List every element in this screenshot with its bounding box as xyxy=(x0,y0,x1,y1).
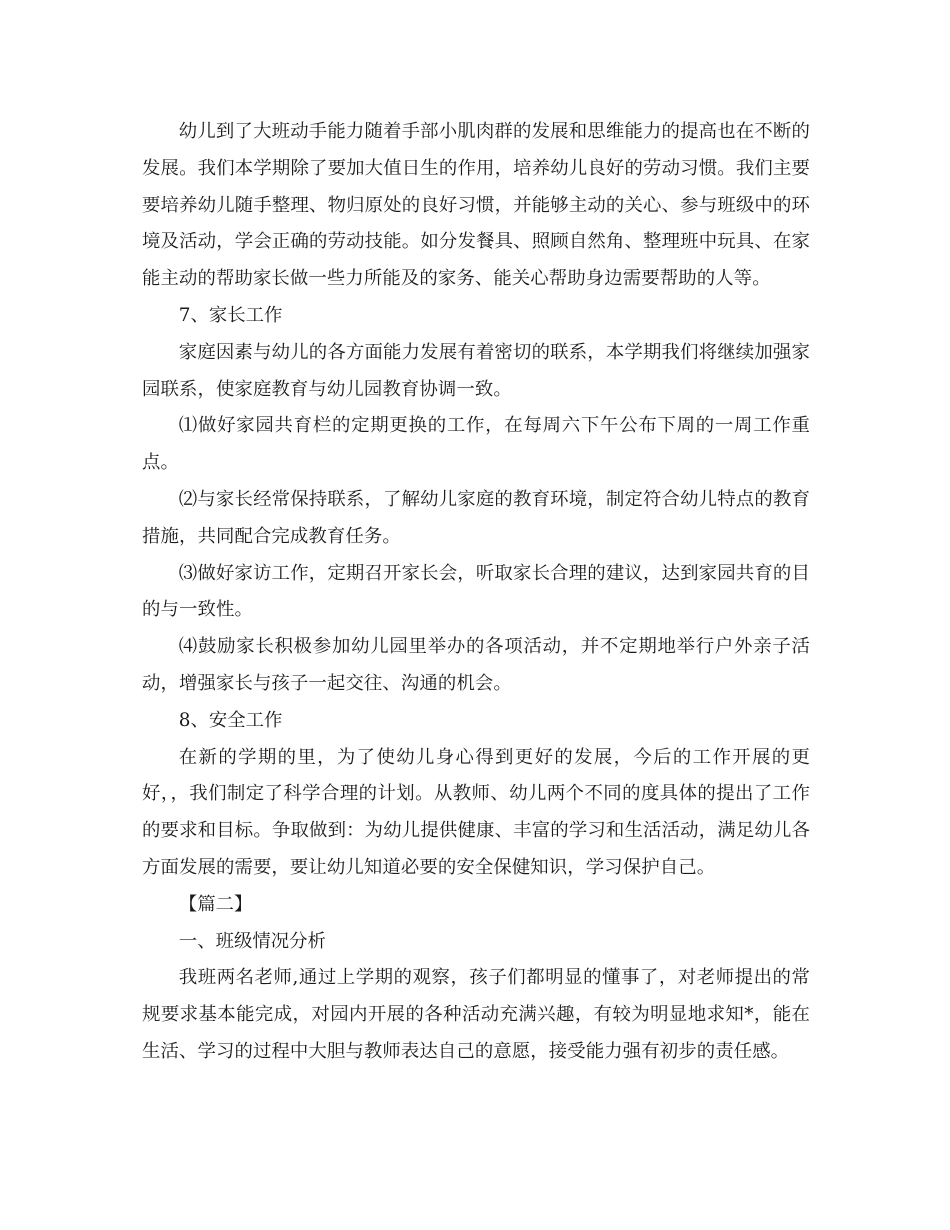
paragraph-family-factors: 家庭因素与幼儿的各方面能力发展有着密切的联系，本学期我们将继续加强家园联系，使家庭教育与幼儿园教育协调一致。 xyxy=(142,341,810,400)
list-item-bulletin-board: ⑴做好家园共育栏的定期更换的工作，在每周六下午公布下周的一周工作重点。 xyxy=(142,415,810,474)
paragraph-safety-plan: 在新的学期的里，为了使幼儿身心得到更好的发展，今后的工作开展的更好，，我们制定了科学合理的计划。从教师、幼儿两个不同的度具体的提出了工作的要求和目标。争取做到：为幼儿提供健康、丰富的学习和生活活动，满足幼儿各方面发展的需要，要让幼儿知道必要的安全保健知识，学习保护自己。 xyxy=(142,746,810,878)
paragraph-labor-habits: 幼儿到了大班动手能力随着手部小肌肉群的发展和思维能力的提高也在不断的发展。我们本学期除了要加大值日生的作用，培养幼儿良好的劳动习惯。我们主要要培养幼儿随手整理、物归原处的良好习惯，并能够主动的关心、参与班级中的环境及活动，学会正确的劳动技能。如分发餐具、照顾自然角、整理班中玩具、在家能主动的帮助家长做一些力所能及的家务、能关心帮助身边需要帮助的人等。 xyxy=(142,121,810,290)
section-heading-class-analysis: 一、班级情况分析 xyxy=(178,930,326,952)
part-two-heading: 【篇二】 xyxy=(178,893,253,915)
list-item-home-visits: ⑶做好家访工作，定期召开家长会，听取家长合理的建议，达到家园共育的目的与一致性。 xyxy=(142,562,810,621)
section-heading-parent-work: 7、家长工作 xyxy=(178,304,283,326)
document-page xyxy=(142,114,810,1071)
list-item-parent-contact: ⑵与家长经常保持联系，了解幼儿家庭的教育环境，制定符合幼儿特点的教育措施，共同配合完成教育任务。 xyxy=(142,488,810,547)
paragraph-class-analysis: 我班两名老师,通过上学期的观察，孩子们都明显的懂事了，对老师提出的常规要求基本能完成，对园内开展的各种活动充满兴趣，有较为明显地求知*，能在生活、学习的过程中大胆与教师表达自己的意愿，接受能力强有初步的责任感。 xyxy=(142,967,810,1062)
list-item-parent-activities: ⑷鼓励家长积极参加幼儿园里举办的各项活动，并不定期地举行户外亲子活动，增强家长与孩子一起交往、沟通的机会。 xyxy=(142,636,810,694)
section-heading-safety-work: 8、安全工作 xyxy=(178,709,283,731)
